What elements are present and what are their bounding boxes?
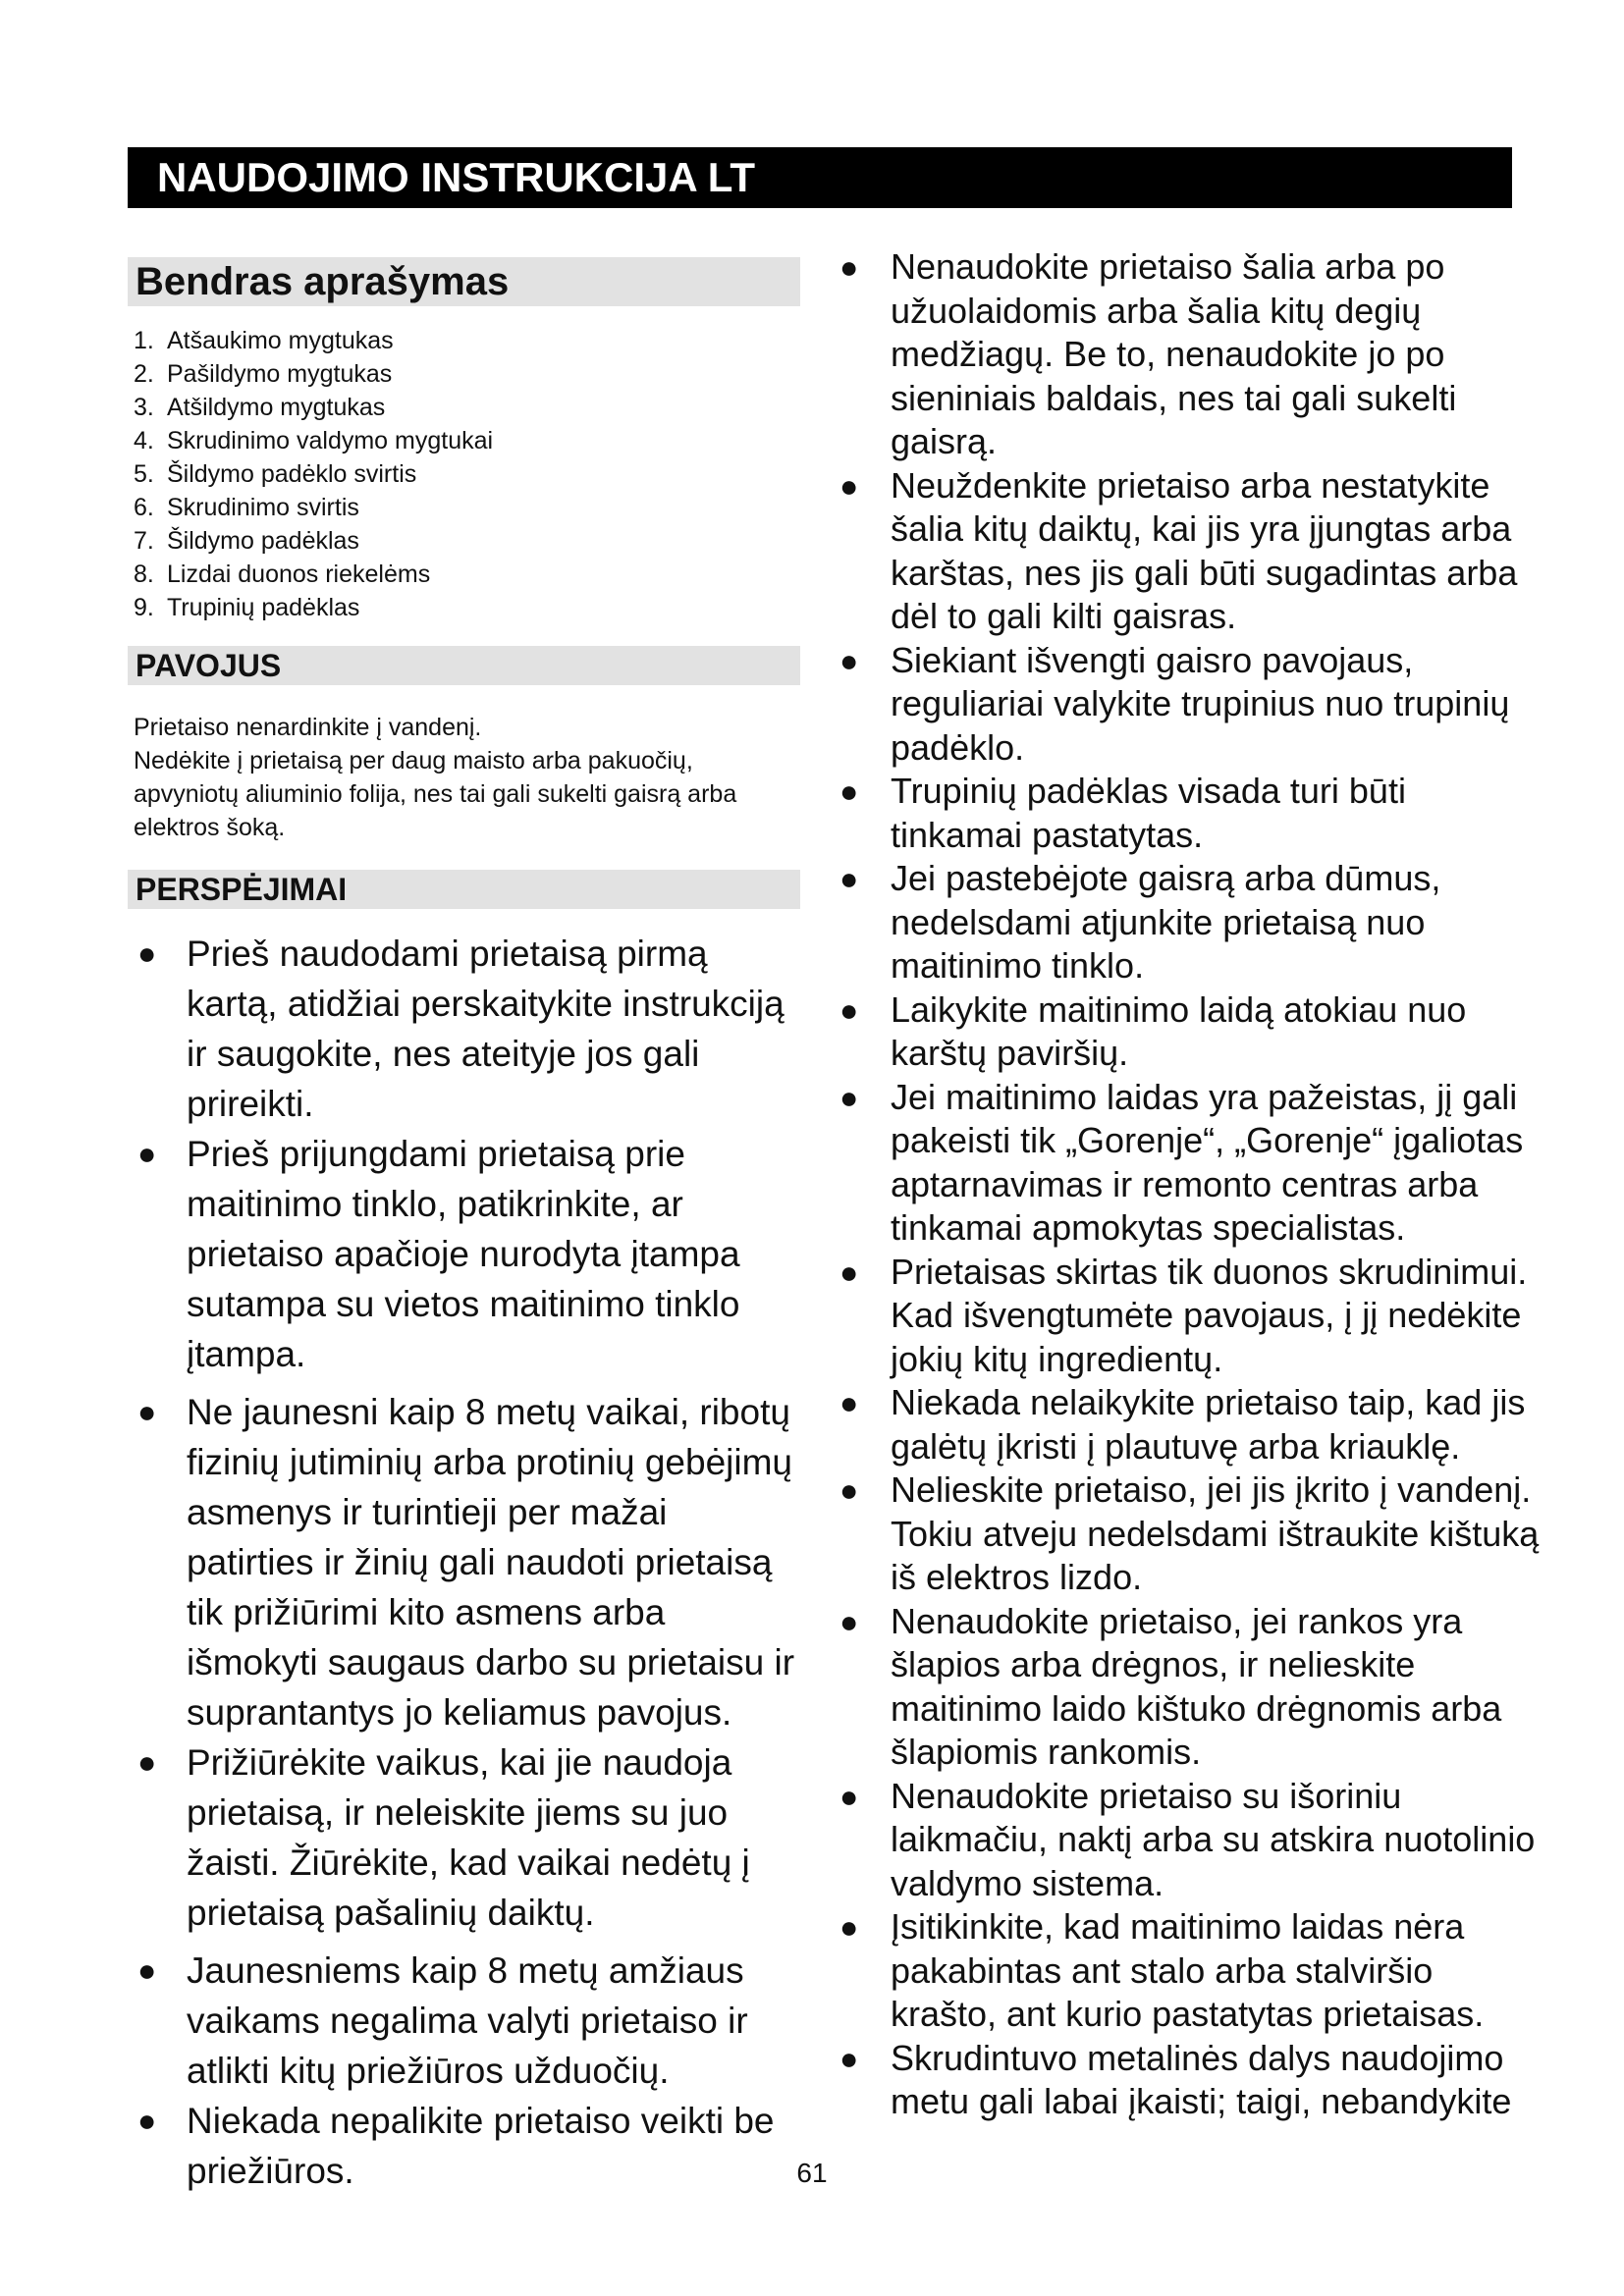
- warning-text: Nelieskite prietaiso, jei jis įkrito į vandenį. Tokiu atveju nedelsdami ištraukite kištuką iš elektros lizdo.: [891, 1469, 1540, 1597]
- warning-text: Jei maitinimo laidas yra pažeistas, jį gali pakeisti tik „Gorenje“, „Gorenje“ įgaliotas aptarnavimas ir remonto centras arba tinkamai apmokytas specialistas.: [891, 1076, 1524, 1248]
- list-item: [128, 591, 800, 624]
- warning-text: Niekada nepalikite prietaiso veikti be priežiūros.: [187, 2101, 775, 2191]
- list-item: [128, 1129, 800, 1379]
- bullet-icon: ●: [137, 1952, 157, 1988]
- bullet-icon: ●: [137, 1394, 157, 1429]
- item-number: 3.: [134, 394, 154, 421]
- list-item: [839, 245, 1546, 464]
- right-column: [839, 245, 1546, 2124]
- item-number: 1.: [134, 327, 154, 354]
- item-number: 4.: [134, 427, 154, 454]
- bullet-icon: ●: [137, 935, 157, 971]
- list-item: [128, 324, 800, 357]
- warning-text: Nenaudokite prietaiso su išoriniu laikmačiu, naktį arba su atskira nuotolinio valdymo sistema.: [891, 1775, 1536, 1903]
- bullet-icon: ●: [839, 1603, 859, 1639]
- list-item: [839, 464, 1546, 639]
- list-item: [128, 357, 800, 391]
- warning-text: Nenaudokite prietaiso, jei rankos yra šlapios arba drėgnos, ir nelieskite maitinimo laido kištuko drėgnomis arba šlapiomis rankomis.: [891, 1600, 1502, 1772]
- list-item: [128, 929, 800, 1129]
- danger-line: Prietaiso nenardinkite į vandenį.: [134, 714, 482, 741]
- list-item: [128, 491, 800, 524]
- warning-text: Įsitikinkite, kad maitinimo laidas nėra pakabintas ant stalo arba stalviršio krašto, ant kurio pastatytas prietaisas.: [891, 1906, 1485, 2034]
- warning-text: Niekada nelaikykite prietaiso taip, kad jis galėtų įkristi į plautuvę arba kriauklę.: [891, 1382, 1526, 1467]
- item-text: Atšaukimo mygtukas: [167, 327, 394, 354]
- item-text: Lizdai duonos riekelėms: [167, 561, 431, 588]
- warnings-heading: PERSPĖJIMAI: [128, 870, 800, 909]
- list-item: [839, 1775, 1546, 1906]
- bullet-icon: ●: [839, 1778, 859, 1814]
- bullet-icon: ●: [839, 774, 859, 809]
- list-item: [839, 1381, 1546, 1468]
- list-item: [128, 424, 800, 457]
- bullet-icon: ●: [137, 1744, 157, 1780]
- bullet-icon: ●: [839, 861, 859, 896]
- bullet-icon: ●: [839, 1254, 859, 1290]
- item-text: Šildymo padėklas: [167, 527, 359, 555]
- list-item: [128, 1737, 800, 1938]
- warning-text: Prietaisas skirtas tik duonos skrudinimui. Kad išvengtumėte pavojaus, į jį nedėkite jokių kitų ingredientų.: [891, 1251, 1528, 1379]
- warning-text: Laikykite maitinimo laidą atokiau nuo karštų paviršių.: [891, 988, 1467, 1073]
- bullet-icon: ●: [839, 642, 859, 678]
- list-item: [839, 770, 1546, 857]
- item-text: Pašildymo mygtukas: [167, 360, 393, 388]
- warnings-list-left: [128, 929, 800, 2196]
- list-item: [128, 558, 800, 591]
- list-item: [839, 1468, 1546, 1600]
- warning-text: Jei pastebėjote gaisrą arba dūmus, nedelsdami atjunkite prietaisą nuo maitinimo tinklo.: [891, 858, 1441, 986]
- warning-text: Prieš prijungdami prietaisą prie maitinimo tinklo, patikrinkite, ar prietaiso apačioje nurodyta įtampa sutampa su vietos maitinimo tinklo įtampa.: [187, 1134, 740, 1374]
- bullet-icon: ●: [839, 249, 859, 285]
- warning-text: Skrudintuvo metalinės dalys naudojimo metu gali labai įkaisti; taigi, nebandykite: [891, 2037, 1512, 2121]
- item-number: 7.: [134, 527, 154, 555]
- list-item: [839, 1076, 1546, 1251]
- list-item: [128, 524, 800, 558]
- warning-text: Prižiūrėkite vaikus, kai jie naudoja prietaisą, ir neleiskite jiems su juo žaisti. Žiūrėkite, kad vaikai nedėtų į prietaisą pašalinių daiktų.: [187, 1742, 750, 1933]
- bullet-icon: ●: [839, 1079, 859, 1115]
- list-item: [839, 857, 1546, 988]
- danger-text: [134, 711, 800, 844]
- bullet-icon: ●: [839, 1472, 859, 1508]
- list-item: [839, 1600, 1546, 1775]
- list-item: [128, 457, 800, 491]
- warning-text: Nenaudokite prietaiso šalia arba po užuolaidomis arba šalia kitų degių medžiagų. Be to, nenaudokite jo po sieniniais baldais, nes tai gali sukelti gaisrą.: [891, 246, 1457, 461]
- item-number: 6.: [134, 494, 154, 521]
- bullet-icon: ●: [137, 2103, 157, 2138]
- bullet-icon: ●: [839, 2040, 859, 2076]
- list-item: [839, 639, 1546, 771]
- warnings-list-right: [839, 245, 1546, 2124]
- item-text: Atšildymo mygtukas: [167, 394, 386, 421]
- list-item: [128, 391, 800, 424]
- item-number: 5.: [134, 460, 154, 488]
- warning-text: Ne jaunesni kaip 8 metų vaikai, ribotų fizinių jutiminių arba protinių gebėjimų asmenys ir turintieji per mažai patirties ir žinių gali naudoti prietaisą tik prižiūrimi kito asmens arba išmokyti saugaus darbo su prietaisu ir suprantantys jo keliamus pavojus.: [187, 1392, 795, 1733]
- danger-line: Nedėkite į prietaisą per daug maisto arba pakuočių, apvyniotų aliuminio folija, nes tai gali sukelti gaisrą arba elektros šoką.: [134, 747, 737, 841]
- list-item: [128, 1946, 800, 2096]
- left-column: [128, 257, 800, 2196]
- item-text: Šildymo padėklo svirtis: [167, 460, 417, 488]
- warning-text: Neuždenkite prietaiso arba nestatykite šalia kitų daiktų, kai jis yra įjungtas arba karštas, nes jis gali būti sugadintas arba dėl to gali kilti gaisras.: [891, 464, 1518, 636]
- warning-text: Trupinių padėklas visada turi būti tinkamai pastatytas.: [891, 771, 1406, 855]
- warning-text: Prieš naudodami prietaisą pirmą kartą, atidžiai perskaitykite instrukciją ir saugokite, nes ateityje jos gali prireikti.: [187, 934, 785, 1124]
- list-item: [839, 988, 1546, 1076]
- item-text: Skrudinimo svirtis: [167, 494, 359, 521]
- bullet-icon: ●: [839, 991, 859, 1028]
- warning-text: Siekiant išvengti gaisro pavojaus, reguliariai valykite trupinius nuo trupinių padėklo.: [891, 639, 1510, 768]
- list-item: [839, 2037, 1546, 2124]
- bullet-icon: ●: [839, 1909, 859, 1945]
- parts-list: [128, 324, 800, 624]
- bullet-icon: ●: [839, 467, 859, 504]
- item-text: Trupinių padėklas: [167, 594, 360, 621]
- page-title: NAUDOJIMO INSTRUKCIJA LT: [128, 147, 1512, 208]
- bullet-icon: ●: [137, 1136, 157, 1171]
- warning-text: Jaunesniems kaip 8 metų amžiaus vaikams negalima valyti prietaiso ir atlikti kitų priežiūros užduočių.: [187, 1950, 748, 2091]
- item-text: Skrudinimo valdymo mygtukai: [167, 427, 494, 454]
- item-number: 9.: [134, 594, 154, 621]
- danger-heading: PAVOJUS: [128, 646, 800, 685]
- list-item: [128, 1387, 800, 1737]
- general-description-heading: Bendras aprašymas: [128, 257, 800, 306]
- list-item: [839, 1251, 1546, 1382]
- item-number: 8.: [134, 561, 154, 588]
- list-item: [839, 1905, 1546, 2037]
- item-number: 2.: [134, 360, 154, 388]
- page-number: 61: [796, 2158, 828, 2188]
- bullet-icon: ●: [839, 1385, 859, 1420]
